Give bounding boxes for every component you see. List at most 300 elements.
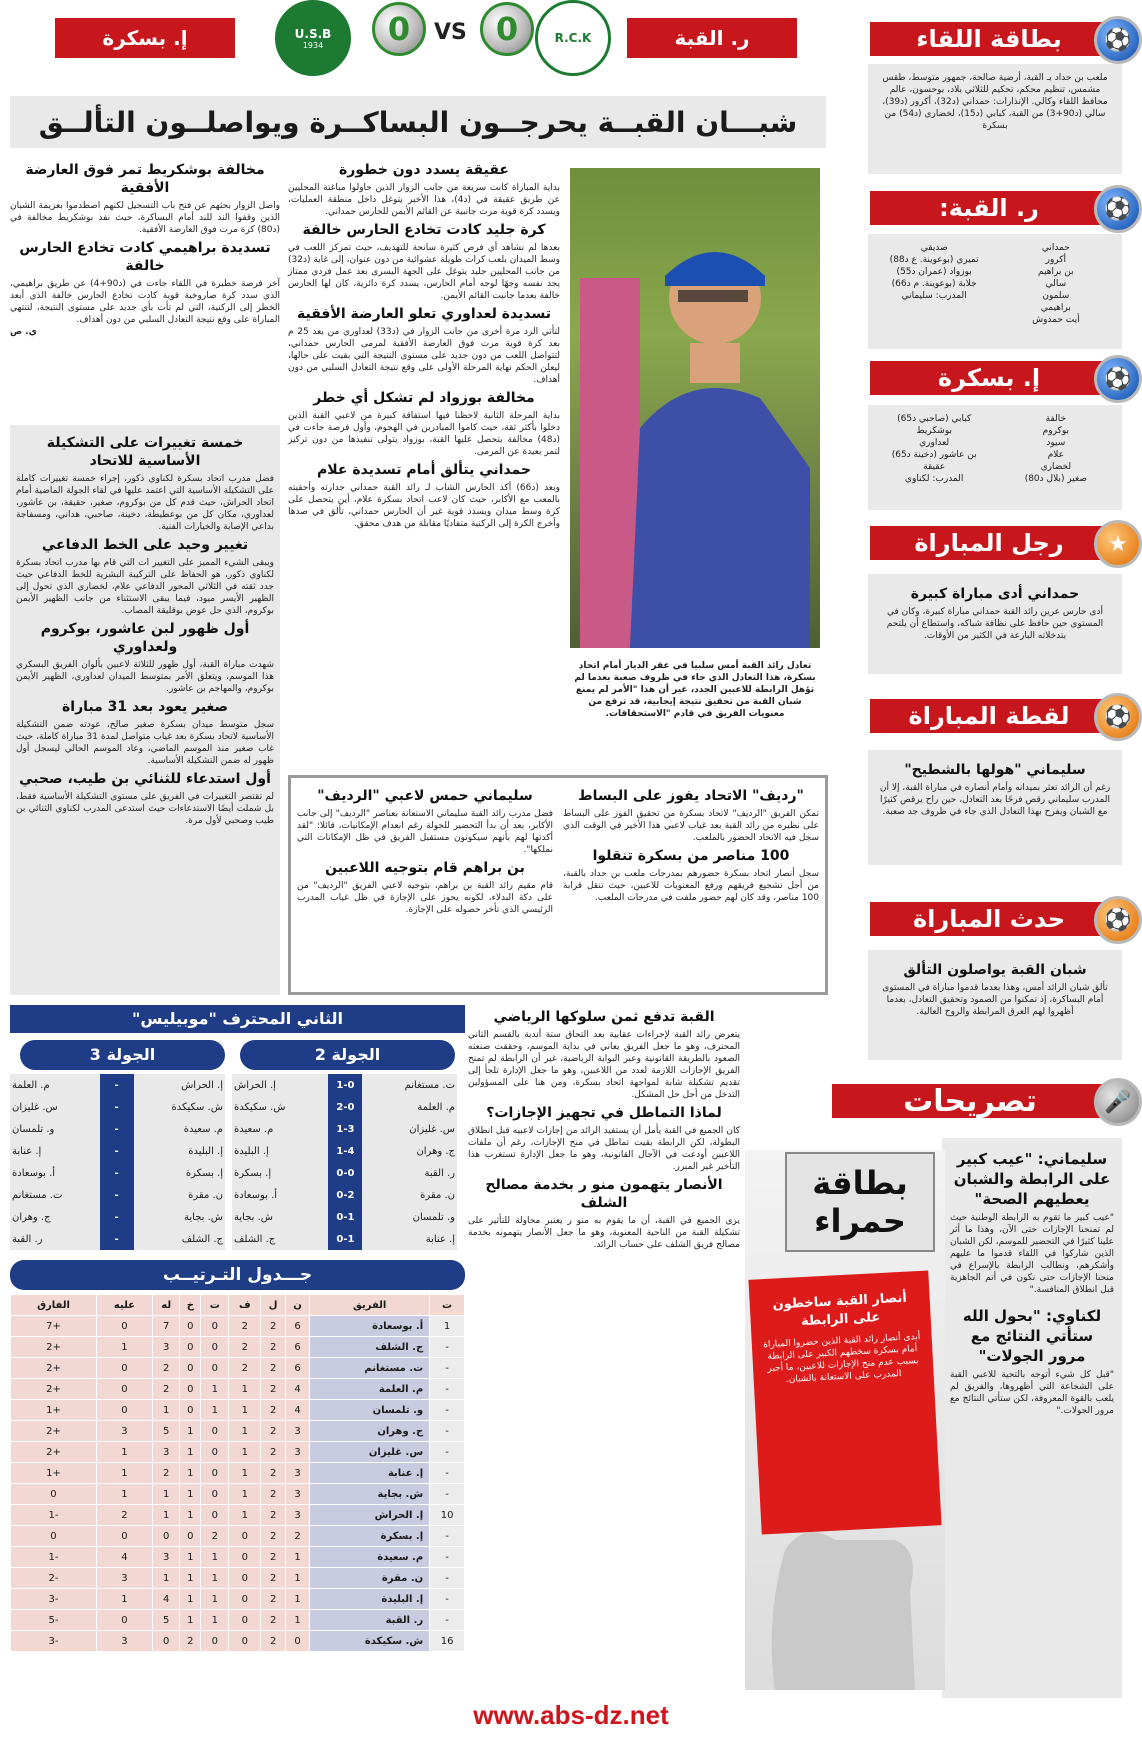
note-paragraph-1: تمكن الفريق "الرديف" لاتحاد بسكرة من تحقيق الفوز على البساط على نظيره من رائد القبة بعد غياب لاعبي هذا الأخير في الوقت الذي سجل فيه الاتحاد الحضور بالملعب.	[563, 809, 819, 843]
standings-cell: 6	[285, 1316, 309, 1337]
player-name: كبابي (صاحبي د65)	[897, 414, 972, 424]
standings-cell: 16	[430, 1631, 465, 1652]
standings-cell: 7+	[11, 1316, 97, 1337]
fixture-score: 1-0	[328, 1074, 362, 1096]
standings-cell: 0	[180, 1526, 201, 1547]
player-name: سالي	[1045, 279, 1067, 289]
standings-cell: 2	[261, 1337, 286, 1358]
grey-heading-5: أول استدعاء للثنائي بن طيب، صحبي	[19, 771, 271, 787]
standings-cell: 3-	[11, 1589, 97, 1610]
report-heading-3: تسديدة لعداوري تعلو العارضة الأفقية	[297, 306, 551, 322]
report-heading-5: حمداني يتألق أمام تسديدة علام	[316, 462, 532, 478]
standings-cell: 0	[180, 1400, 201, 1421]
away-team-logo	[275, 0, 351, 76]
statement-2-headline: لكناوي: "بحول الله ستأتي النتائج مع مرور الجولات"	[962, 1307, 1102, 1365]
fixture-row	[232, 1162, 457, 1184]
left-heading-1: مخالفة بوشكريط تمر فوق العارضة الأفقية	[25, 162, 265, 196]
round3-title	[20, 1040, 225, 1070]
standings-cell: 2	[261, 1631, 286, 1652]
note-paragraph-3: فضل مدرب رائد القبة سليماني الاستعانة بعناصر "الرديف" إلى جانب الأكابر، بعد أن بدأ التحضير للجولة رغم انعدام الإمكانيات، قائلا: "لقد أكدتها لهم بأنهم سيكونون مستقبل الفريق في ظل الإمكانات التي نملكها".	[297, 809, 553, 855]
standings-cell: 1	[201, 1547, 229, 1568]
report-heading-4: مخالفة بوزواد لم تشكل أي خطر	[313, 390, 535, 406]
player-name: تميري (بوعوينة. ع د88)	[889, 255, 979, 265]
standings-cell: 5-	[11, 1610, 97, 1631]
standings-team: إ. البليدة	[310, 1589, 430, 1610]
fixture-team: ت. مستغانم	[12, 1189, 63, 1201]
standings-cell: 2	[261, 1610, 286, 1631]
fixture-team: ج. الشلف	[181, 1233, 223, 1245]
notes-box-right	[563, 784, 819, 986]
standings-cell: 1	[180, 1568, 201, 1589]
standings-cell: 6	[285, 1358, 309, 1379]
footer-url[interactable]	[0, 1700, 1142, 1731]
notes-box-left	[297, 784, 553, 986]
match-card-title: بطاقة اللقاء	[870, 22, 1108, 56]
report-paragraph-2: بعدها لم نشاهد أي فرص كثيرة سانحة للتهديف، حيث تمركز اللعب في وسط الميدان بلعب كرات طويلة عشوائية من دون عنوان، إلى غاية (د32) من جانب المحليين جليد يتوغل على الجهة اليسرى بعد عمل فردي ممتاز يجد نفسه وجهًا لوجه أمام الحارس، يسدد كرة دائرية، كان لها الحارس خالفة بعدما جانبت القائم الأيمن.	[288, 243, 560, 301]
standings-cell: 3	[96, 1421, 152, 1442]
standings-cell: 2	[261, 1358, 286, 1379]
standings-cell: -	[430, 1442, 465, 1463]
event-headline: شبان القبة يواصلون التألق	[903, 962, 1087, 978]
fixture-team: إ. البليدة	[234, 1145, 269, 1157]
standings-team: أ. بوسعادة	[310, 1316, 430, 1337]
page-headline: شبـــان القبــة يحرجــون البساكــرة ويواصلــون التألــق	[38, 105, 798, 139]
standings-row	[11, 1610, 465, 1631]
standings-cell: 0	[229, 1526, 261, 1547]
player-name: بن براهيم	[1038, 267, 1074, 277]
player-name: أيت حمدوش	[1032, 315, 1080, 325]
standings-cell: 2	[261, 1547, 286, 1568]
report-paragraph-5: وبعد (د66) أكد الحارس الشاب لـ رائد القبة حمداني جدارته وأحقيته بالمعب مع الأكابر، حيث كان لاعب اتحاد بسكرة علام، أين يتحصل على كرة وسط ميدان ويسدد قوية غير أن الحارس حمداني، تألق في صدها وأخرج الكرة إلى الركنية متفاديًا مقابلة من هدف محقق.	[288, 483, 560, 529]
standings-cell: 2	[285, 1526, 309, 1547]
coach-photo	[570, 168, 820, 648]
moment-headline: سليماني "هولها بالشطيح"	[904, 762, 1086, 778]
standings-cell: -	[430, 1610, 465, 1631]
standings-cell: 3	[96, 1631, 152, 1652]
man-of-match-headline: حمداني أدى مباراة كبيرة	[910, 586, 1080, 602]
standings-team: إ. عنابة	[310, 1463, 430, 1484]
statement-1-headline: سليماني: "عيب كبير على الرابطة والشبان يعطيهم الصحة"	[953, 1150, 1111, 1208]
standings-cell: 4	[96, 1547, 152, 1568]
moment-title: لقطة المباراة	[870, 699, 1108, 733]
away-score	[372, 2, 426, 56]
fixture-score: 1-4	[328, 1140, 362, 1162]
standings-cell: 0	[152, 1526, 179, 1547]
player-name: بوكروم	[1042, 426, 1069, 436]
biskra-lineup-ribbon	[870, 355, 1142, 399]
standings-team: ج. الشلف	[310, 1337, 430, 1358]
standings-header-row	[11, 1295, 465, 1316]
standings-cell: 3	[285, 1484, 309, 1505]
round3-table	[10, 1074, 225, 1250]
fixture-team: إ. بسكرة	[185, 1167, 223, 1179]
standings-cell: 2	[261, 1442, 286, 1463]
standings-cell: 0	[11, 1484, 97, 1505]
fixture-row	[232, 1096, 457, 1118]
standings-cell: 1	[201, 1400, 229, 1421]
standings-cell: 0	[201, 1316, 229, 1337]
event-text: تألق شبان الرائد أمس، وهذا بعدما قدموا مباراة في المستوى أمام البساكرة، إذ تمكنوا من الصمود وتحقيق التعادل، بعدما أظهروا لهم العرق المرابطة والروح العالية.	[882, 983, 1108, 1017]
fixture-score: -	[100, 1096, 134, 1118]
standings-row	[11, 1421, 465, 1442]
moment-panel	[868, 750, 1122, 865]
moment-ribbon	[870, 693, 1142, 737]
standings-cell: 4	[285, 1400, 309, 1421]
standings-cell: 1+	[11, 1463, 97, 1484]
fixture-row	[10, 1162, 225, 1184]
match-card-text: ملعب بن حداد بـ القبة، أرضية صالحة، جمهور متوسط، طقس مشمس، تنظيم محكم، تحكيم للثلاثي بلاد، بوحسون، عالم محافظ اللقاء وكالي. الإنذارات: حمداني (د32)، أكرور (د39)، سالي (د90+3) من القبة، كبابي (د15)، لخضاري (د54) من بسكرة	[882, 73, 1108, 131]
fixture-row	[232, 1184, 457, 1206]
note-heading-4: بن براهم قام بتوجيه اللاعبين	[325, 860, 525, 876]
biskra-lineup-right-col	[1000, 413, 1112, 485]
standings-cell: -	[430, 1547, 465, 1568]
standings-cell: 1	[229, 1505, 261, 1526]
league-banner-text: الثاني المحترف "موبيليس"	[131, 1009, 343, 1028]
standings-cell: 2	[96, 1505, 152, 1526]
standings-cell: 3-	[11, 1631, 97, 1652]
bottom-heading-1: القبة تدفع ثمن سلوكها الرياضي	[493, 1009, 715, 1025]
standings-cell: 0	[180, 1337, 201, 1358]
home-score-value: 0	[495, 10, 519, 48]
standings-cell: 1	[201, 1379, 229, 1400]
standings-cell: 2	[152, 1379, 179, 1400]
standings-cell: 2	[180, 1631, 201, 1652]
player-name: براهيمي	[1040, 303, 1071, 313]
standings-cell: 3	[285, 1421, 309, 1442]
statement-2-text: "قبل كل شيء أتوجه بالتحية للاعبي القبة على الشجاعة التي أظهروها، والفريق لم يلعب بالقوة المعروفة، لكن ستأتي النتائج مع مرور الجولات."	[950, 1370, 1114, 1416]
standings-cell: -	[430, 1379, 465, 1400]
standings-row	[11, 1547, 465, 1568]
player-icon: ⚽	[1094, 693, 1142, 741]
fixture-row	[232, 1074, 457, 1096]
red-card-text: أبدى أنصار رائد القبة الذين حضروا المباراة أمام بسكرة سخطهم الكبير على الرابطة بسبب عدم منح الإجازات للاعبين، ما أجبر المدرب على الاستعانة بالشبان.	[763, 1331, 921, 1386]
standings-cell: -	[430, 1568, 465, 1589]
standings-cell: -	[430, 1421, 465, 1442]
fixture-team: ر. القبة	[12, 1233, 43, 1245]
standings-team: س. غليزان	[310, 1442, 430, 1463]
standings-header-cell: خ	[180, 1295, 201, 1316]
fixture-team: ن. مقرة	[188, 1189, 223, 1201]
match-card-panel	[868, 64, 1122, 174]
grey-heading-3: أول ظهور لبن عاشور، بوكروم ولعداوري	[40, 621, 250, 655]
fixture-team: س. غليزان	[12, 1101, 58, 1113]
standings-cell: 0	[201, 1358, 229, 1379]
fixture-team: ش. سكيكدة	[171, 1101, 223, 1113]
fixture-team: ج. الشلف	[234, 1233, 276, 1245]
statements-title: تصريحات	[832, 1084, 1108, 1118]
standings-team: إ. الحراش	[310, 1505, 430, 1526]
fixture-row	[10, 1184, 225, 1206]
event-title: حدث المباراة	[870, 902, 1108, 936]
fixture-row	[232, 1206, 457, 1228]
standings-cell: 1	[180, 1463, 201, 1484]
fixture-team: ش. بجاية	[184, 1211, 223, 1223]
standings-header-cell: ن	[285, 1295, 309, 1316]
player-name: خالفة	[1045, 414, 1067, 424]
standings-cell: 1	[152, 1505, 179, 1526]
standings-cell: 0	[229, 1631, 261, 1652]
standings-row	[11, 1526, 465, 1547]
standings-cell: 1	[285, 1610, 309, 1631]
standings-cell: 1	[96, 1337, 152, 1358]
red-card-graphic	[745, 1150, 945, 1690]
standings-cell: 0	[201, 1421, 229, 1442]
standings-cell: 0	[96, 1379, 152, 1400]
coach-figure	[570, 168, 820, 648]
left-heading-2: تسديدة براهيمي كادت تخادع الحارس خالفة	[19, 240, 271, 274]
red-card	[748, 1270, 941, 1534]
standings-row	[11, 1442, 465, 1463]
standings-cell: 1-	[11, 1547, 97, 1568]
red-card-label: بطاقة حمراء	[812, 1164, 908, 1240]
man-of-match-text: أدى حارس عرين رائد القبة حمداني مباراة كبيرة، وكان في المستوى حين حافظ على نظافة شباكه، واستطاع أن يلتحم بتدخلاته البارعة في الكثير من الأوقات.	[886, 607, 1104, 641]
fixture-team: ر. القبة	[424, 1167, 455, 1179]
standings-cell: 2	[261, 1526, 286, 1547]
report-heading-1: عقيقة يسدد دون خطورة	[339, 162, 509, 178]
standings-cell: 1	[201, 1568, 229, 1589]
standings-cell: 2	[229, 1337, 261, 1358]
fixture-team: إ. الحراش	[234, 1079, 276, 1091]
player-name: لخضاري	[1040, 462, 1072, 472]
report-heading-2: كرة جليد كادت تخادع الحارس خالفة	[302, 222, 546, 238]
man-of-match-panel	[868, 574, 1122, 674]
standings-cell: 1	[180, 1547, 201, 1568]
fixture-score: -	[100, 1206, 134, 1228]
fixture-row	[10, 1118, 225, 1140]
standings-cell: 2-	[11, 1568, 97, 1589]
standings-cell: 3	[96, 1568, 152, 1589]
kouba-lineup-title: ر. القبة:	[870, 191, 1108, 225]
standings-header-cell: الفريق	[310, 1295, 430, 1316]
away-logo-year: 1934	[302, 40, 324, 50]
standings-cell: 2	[261, 1589, 286, 1610]
round2-title-text: الجولة 2	[314, 1045, 381, 1064]
standings-team: ج. وهران	[310, 1421, 430, 1442]
standings-cell: 1+	[11, 1400, 97, 1421]
statements-ribbon	[832, 1078, 1142, 1122]
event-ribbon	[870, 896, 1142, 940]
home-team-ribbon	[627, 18, 797, 58]
note-heading-2: 100 مناصر من بسكرة تنقلوا	[592, 848, 790, 864]
left-paragraph-1: واصل الزوار بحثهم عن فتح باب التسجيل لكنهم اصطدموا بعزيمة الشبان الذين وقفوا الند للند أمام البساكرة، حيث نفذ بوشكريط مخالفة في (د80) كرة مرت فوق العارضة الأفقية.	[10, 201, 280, 235]
bottom-paragraph-1: يتعرض رائد القبة لإجراءات عقابية بعد التحاق ستة أندية بالقسم الثاني المحترف، وهو ما جعل الفريق يعاني في بداية الموسم، وحققت صنعته الصعود بالطريقة القانونية وعبر البوابة الرياضية، غير أن الرابطة لم تمنح الفريق الإجازات اللازمة لعدد من اللاعبين، وهو ما جعل الإدارة تلجأ إلى تقديم تشكيلة شابة لمواجهة اتحاد بسكرة، ومن هنا على المسؤولين التدخل من أجل حل المشكل.	[468, 1030, 740, 1100]
standings-header-cell: ل	[261, 1295, 286, 1316]
grey-heading-1: خمسة تغييرات على التشكيلة الأساسية للاتحاد	[46, 435, 244, 469]
standings-cell: 4	[152, 1589, 179, 1610]
standings-row	[11, 1400, 465, 1421]
fixture-row	[10, 1206, 225, 1228]
fixture-team: إ. البليدة	[188, 1145, 223, 1157]
player-name: بوزواد (عمران د55)	[896, 267, 972, 277]
standings-table-wrap	[10, 1294, 465, 1652]
standings-team: ت. مستغانم	[310, 1358, 430, 1379]
fixture-team: ت. مستغانم	[404, 1079, 455, 1091]
standings-team: م. سعيدة	[310, 1547, 430, 1568]
standings-cell: 2+	[11, 1358, 97, 1379]
home-score	[480, 2, 534, 56]
standings-cell: 1	[229, 1442, 261, 1463]
standings-cell: 2	[261, 1463, 286, 1484]
fixture-score: 2-0	[328, 1096, 362, 1118]
standings-cell: 1	[180, 1421, 201, 1442]
standings-cell: 3	[152, 1442, 179, 1463]
fixture-score: -	[100, 1228, 134, 1250]
fixture-team: أ. بوسعادة	[234, 1189, 278, 1201]
fixture-score: 1-3	[328, 1118, 362, 1140]
standings-cell: 0	[229, 1610, 261, 1631]
kouba-lineup-panel	[868, 234, 1122, 349]
fixture-team: ش. سكيكدة	[234, 1101, 286, 1113]
standings-team: ش. بجاية	[310, 1484, 430, 1505]
left-paragraph-2: آخر فرصة خطيرة في اللقاء جاءت في (د90+4) عن طريق براهيمي، الذي سدد كرة صاروخية قوية كادت تخادع الحارس خالفة الذي أبعد الخطر إلى الركنية، التي لم تأت بأي جديد على مستوى النتيجة، لتنتهي المباراة على وقع نتيجة التعادل السلبي من دون أهداف.	[10, 279, 280, 325]
fixture-score: -	[100, 1184, 134, 1206]
standings-cell: 1	[285, 1589, 309, 1610]
standings-cell: 0	[180, 1379, 201, 1400]
biskra-lineup-title: إ. بسكرة	[870, 361, 1108, 395]
standings-cell: 3	[285, 1442, 309, 1463]
standings-cell: 2	[229, 1358, 261, 1379]
note-paragraph-2: سجل أنصار اتحاد بسكرة حضورهم بمدرجات ملعب بن حداد بالقبة، من أجل تشجيع فريقهم ورفع المعنويات للاعبين، حيث تنقل قرابة 100 مناصر، وقد كان لهم حضور ملفت في مدرجات الملعب.	[563, 869, 819, 903]
standings-cell: 0	[285, 1631, 309, 1652]
red-card-label-box	[785, 1152, 935, 1252]
standings-cell: 0	[201, 1337, 229, 1358]
standings-cell: 1	[96, 1442, 152, 1463]
standings-cell: 0	[96, 1526, 152, 1547]
standings-cell: 0	[229, 1547, 261, 1568]
note-paragraph-4: قام مقيم رائد القبة بن براهم، بتوجيه لاعبي الفريق "الرديف" من على دكة البدلاء، لكونه يحوز على الإجازة في ظل غياب المدرب الرئيسي الذي تأخر حصوله على الإجازة.	[297, 881, 553, 915]
standings-cell: 1	[180, 1505, 201, 1526]
fixture-team: س. غليزان	[409, 1123, 455, 1135]
biskra-lineup	[878, 413, 1112, 485]
bottom-paragraph-3: يرى الجميع في القبة، أن ما يقوم به منو ر يعتبر محاولة للتأثير على تشكيلة القبة من الناحية المعنوية، وهو ما جعل الأنصار يتهمونه بخدمة مصالح فريق الشلف على حساب الرائد.	[468, 1216, 740, 1250]
player-name: جلابة (بوعوينة. م د66)	[891, 279, 977, 289]
standings-cell: 2+	[11, 1337, 97, 1358]
standings-row	[11, 1337, 465, 1358]
grey-paragraph-3: شهدت مباراة القبة، أول ظهور للثلاثة لاعبين بألوان الفريق البسكري هذا الموسم، ويتعلق الأمر بمتوسط الميدان لعداوري، الظهير الأيمن بوكروم، والمهاجم بن عاشور.	[16, 660, 274, 694]
standings-cell: 1	[152, 1484, 179, 1505]
standings-cell: 0	[180, 1316, 201, 1337]
standings-row	[11, 1631, 465, 1652]
photo-caption	[570, 660, 820, 780]
fixture-team: أ. بوسعادة	[12, 1167, 56, 1179]
fixture-team: إ. الحراش	[181, 1079, 223, 1091]
man-of-match-title: رجل المباراة	[870, 526, 1108, 560]
home-logo-text: R.C.K	[554, 31, 592, 45]
left-column-grey	[10, 425, 280, 995]
standings-cell: 1	[96, 1484, 152, 1505]
fixture-team: م. سعيدة	[183, 1123, 223, 1135]
standings-team: ن. مقرة	[310, 1568, 430, 1589]
standings-cell: 2+	[11, 1379, 97, 1400]
standings-cell: 2	[261, 1568, 286, 1589]
standings-cell: 7	[152, 1316, 179, 1337]
fixture-row	[10, 1140, 225, 1162]
standings-cell: -	[430, 1463, 465, 1484]
standings-header-cell: ت	[201, 1295, 229, 1316]
fixture-team: ش. بجاية	[234, 1211, 273, 1223]
fixture-row	[232, 1228, 457, 1250]
fixture-row	[10, 1074, 225, 1096]
player-name: لعداوري	[919, 438, 950, 448]
standings-cell: -	[430, 1337, 465, 1358]
grey-paragraph-1: فضل مدرب اتحاد بسكرة لكناوي ذكور، إجراء خمسة تغييرات كاملة على التشكيلة الأساسية التي اعتمد عليها في لقاء الجولة الماضية أمام اتحاد الحراش، حيث قدم كل من بوكروم، صغير، حقيقة، بن عاشور، لعداوري، مكان كل من بوعطيطة، دخينة، صاحبي، هداني، ومسفاجة بداعي الإصابة والخيارات الفنية.	[16, 474, 274, 532]
standings-cell: 0	[180, 1358, 201, 1379]
standings-cell: -	[430, 1589, 465, 1610]
standings-cell: 2	[229, 1316, 261, 1337]
fixture-team: و. تلمسان	[12, 1123, 55, 1135]
statement-1-text: "عيب كبير ما تقوم به الرابطة الوطنية حيث لم تمنحنا الإجازات حتى الآن، وهذا ما أثر علينا كثيرًا في التحضير للموسم، لكن الشبان الذين شاركوا في اللقاء قدموا ما عليهم وأشكرهم، ونطالب الرابطة بالإسراع في منحنا الإجازات حتى نكون في أتم الجاهزية قبل انطلاق المنافسة."	[950, 1213, 1114, 1295]
standings-cell: 1	[152, 1568, 179, 1589]
standings-cell: 1	[229, 1484, 261, 1505]
standings-row	[11, 1316, 465, 1337]
red-card-headline: أنصار القبة ساخطون على الرابطة	[772, 1290, 908, 1330]
standings-header-cell: عليه	[96, 1295, 152, 1316]
player-icon: ⚽	[1094, 355, 1142, 403]
standings-cell: 2	[261, 1379, 286, 1400]
kouba-lineup-left-col	[878, 242, 990, 326]
round3-fixtures	[10, 1074, 225, 1250]
fixture-score: 0-1	[328, 1228, 362, 1250]
standings-cell: 0	[201, 1442, 229, 1463]
footer-url-text[interactable]: www.abs-dz.net	[473, 1700, 669, 1730]
player-name: بن عاشور (دخينة د65)	[891, 450, 977, 460]
standings-title-text: جـــدول التـرتيــب	[162, 1265, 313, 1285]
player-icon: ⚽	[1094, 16, 1142, 64]
standings-cell: 1	[229, 1421, 261, 1442]
standings-cell: 3	[152, 1337, 179, 1358]
hand-icon	[745, 1520, 945, 1690]
player-icon: ⚽	[1094, 896, 1142, 944]
fixture-team: ج. وهران	[12, 1211, 51, 1223]
home-team-logo	[535, 0, 611, 76]
kouba-lineup	[878, 242, 1112, 326]
standings-cell: 1	[229, 1379, 261, 1400]
standings-team: ر. القبة	[310, 1610, 430, 1631]
left-column-top	[10, 158, 280, 418]
away-team-ribbon	[55, 18, 235, 58]
note-heading-1: "رديف" الاتحاد يفوز على البساط	[578, 788, 804, 804]
standings-cell: 3	[285, 1505, 309, 1526]
bottom-paragraph-2: كان الجميع في القبة يأمل أن يستفيد الرائد من إجازات لاعبيه قبل انطلاق البطولة، لكن الرابطة بقيت تماطل في منح الإجازات، رغم أن ملفات اللاعبين أودعت في الآجال القانونية، وهو ما جعل الإدارة تستغرب هذا التأخير غير المبرر.	[468, 1126, 740, 1172]
fixture-team: إ. عنابة	[12, 1145, 42, 1157]
standings-cell: 2	[261, 1421, 286, 1442]
standings-cell: -	[430, 1526, 465, 1547]
round2-title	[240, 1040, 455, 1070]
standings-cell: 1	[285, 1547, 309, 1568]
standings-header-cell: ف	[229, 1295, 261, 1316]
fixture-team: م. سعيدة	[234, 1123, 274, 1135]
standings-cell: 0	[96, 1316, 152, 1337]
grey-paragraph-5: لم تقتصر التغييرات في الفريق على مستوى التشكيلة الأساسية فقط، بل شملت أيضًا الاستدعاءات حيث استدعى المدرب لكناوي الثنائي بن طيب وصحبي لأول مرة.	[16, 792, 274, 826]
standings-team: و. تلمسان	[310, 1400, 430, 1421]
standings-cell: 0	[96, 1400, 152, 1421]
report-paragraph-1: بداية المباراة كانت سريعة من جانب الزوار الذين حاولوا مباغتة المحليين عن طريق عقيقة في (د4)، هذا الأخير يتوغل داخل منطقة العمليات، ويسدد كرة قوية مرت جانبية عن القائم الأيمن للحارس حمداني.	[288, 183, 560, 217]
standings-cell: 1	[201, 1610, 229, 1631]
standings-header-cell: ت	[430, 1295, 465, 1316]
left-signature: ي. ص	[10, 327, 37, 337]
fixture-row	[232, 1140, 457, 1162]
standings-cell: 1	[180, 1484, 201, 1505]
standings-header-cell: له	[152, 1295, 179, 1316]
standings-team: ش. سكيكدة	[310, 1631, 430, 1652]
standings-cell: 2+	[11, 1421, 97, 1442]
notes-box	[288, 775, 828, 995]
standings-cell: 3	[152, 1547, 179, 1568]
standings-cell: -	[430, 1400, 465, 1421]
round2-table	[232, 1074, 457, 1250]
event-panel	[868, 950, 1122, 1060]
standings-cell: 2	[261, 1484, 286, 1505]
